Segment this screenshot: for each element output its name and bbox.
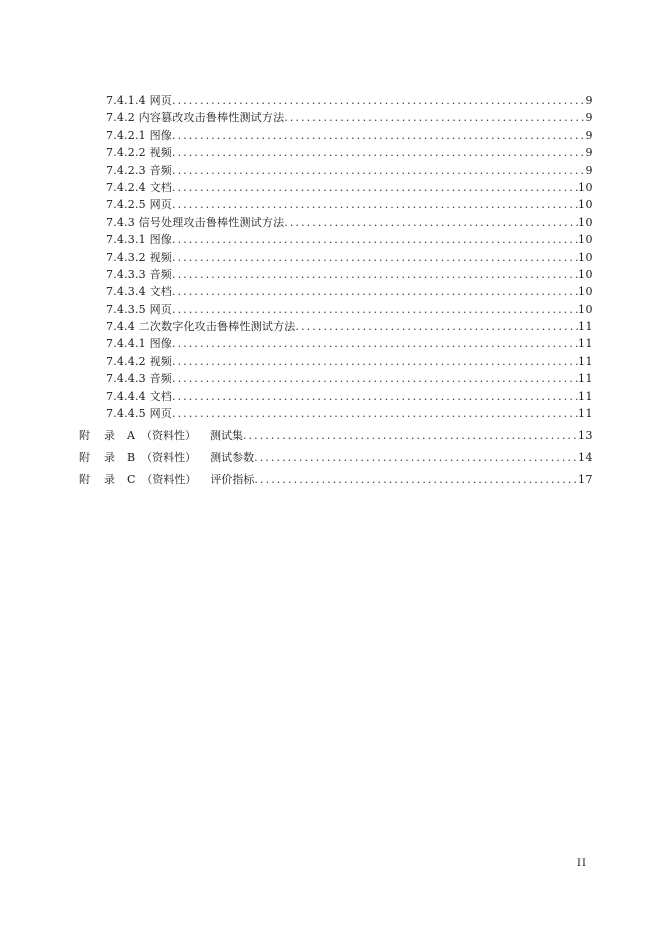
toc-entry-label: 7.4.1.4 网页	[106, 94, 172, 107]
toc-entry[interactable]	[106, 109, 593, 126]
toc-entry[interactable]	[106, 370, 593, 387]
appendix-fu: 附	[79, 451, 90, 465]
appendix-title: 测试集	[209, 429, 243, 443]
toc-entry[interactable]	[106, 405, 593, 422]
page-number: II	[577, 858, 587, 869]
toc-leader-dots	[172, 231, 578, 248]
toc-leader-dots	[172, 388, 578, 405]
toc-entry-page: 9	[585, 163, 593, 177]
appendix-fu: 附	[79, 473, 90, 487]
toc-entry-label: 7.4.4 二次数字化攻击鲁棒性测试方法	[106, 320, 296, 334]
appendix-type: （资料性）	[141, 473, 197, 487]
toc-leader-dots	[172, 266, 578, 283]
toc-entry-page: 11	[578, 354, 593, 368]
toc-entry[interactable]	[106, 301, 593, 318]
toc-entry-page: 17	[578, 473, 593, 487]
toc-entry-page: 10	[578, 198, 593, 212]
toc-entry-label: 7.4.3.5 网页	[106, 302, 172, 316]
toc-entry-page: 10	[578, 285, 593, 299]
toc-entry-label: 7.4.4.1 图像	[106, 337, 172, 351]
toc-entry-label: 7.4.4.3 音频	[106, 372, 172, 386]
toc-entry-page: 11	[578, 389, 593, 403]
toc-entry-label: 7.4.3.4 文档	[106, 285, 172, 299]
toc-entry-label: 7.4.2.1 图像	[106, 128, 172, 142]
toc-entry-label: 7.4.3.3 音频	[106, 267, 172, 281]
toc-entry[interactable]	[106, 353, 593, 370]
toc-leader-dots	[172, 283, 578, 300]
toc-appendix-entry[interactable]	[79, 447, 593, 469]
toc-entry[interactable]	[106, 162, 593, 179]
toc-entry[interactable]	[106, 144, 593, 161]
toc-leader-dots	[172, 249, 578, 266]
toc-entry[interactable]	[106, 266, 593, 283]
toc-entry[interactable]	[106, 231, 593, 248]
toc-entry-page: 9	[585, 146, 593, 160]
toc-entry-page: 10	[578, 215, 593, 229]
toc-entry[interactable]	[106, 335, 593, 352]
toc-entry-label: 7.4.3 信号处理攻击鲁棒性测试方法	[106, 215, 285, 229]
appendix-prefix	[79, 425, 243, 447]
toc-leader-dots	[172, 301, 578, 318]
toc-leader-dots	[172, 162, 586, 179]
toc-entry-page: 9	[585, 128, 593, 142]
toc-entry-label: 7.4.2.2 视频	[106, 146, 172, 160]
appendix-title: 测试参数	[210, 451, 255, 465]
toc-entry-page: 11	[578, 372, 593, 386]
toc-leader-dots	[172, 370, 578, 387]
toc-leader-dots	[172, 127, 586, 144]
toc-leader-dots	[172, 196, 578, 213]
toc-entry-page: 10	[578, 267, 593, 281]
toc-entry[interactable]	[106, 249, 593, 266]
toc-entry-page: 10	[578, 233, 593, 247]
toc-leader-dots	[284, 109, 585, 126]
appendix-fu: 附	[79, 429, 90, 443]
toc-entry-label: 7.4.2 内容篡改攻击鲁棒性测试方法	[106, 111, 285, 125]
toc-entry-page: 9	[585, 94, 593, 107]
toc-leader-dots	[172, 179, 578, 196]
toc-entry[interactable]	[106, 92, 593, 109]
toc-entry[interactable]	[106, 388, 593, 405]
toc-leader-dots	[172, 405, 578, 422]
toc-entry-page: 10	[578, 250, 593, 264]
toc-leader-dots	[254, 447, 578, 469]
toc-leader-dots	[172, 335, 578, 352]
toc-entry[interactable]	[106, 179, 593, 196]
toc-entry[interactable]	[106, 214, 593, 231]
toc-leader-dots	[172, 92, 586, 109]
appendix-type: （资料性）	[140, 429, 196, 443]
toc-entry[interactable]	[106, 318, 593, 335]
toc-appendix-entry[interactable]	[79, 425, 593, 447]
toc-leader-dots	[254, 469, 578, 491]
toc-leader-dots	[295, 318, 578, 335]
appendix-lu: 录	[104, 429, 115, 443]
appendix-letter: B	[127, 451, 136, 465]
toc-entry-page: 11	[578, 337, 593, 351]
appendix-prefix	[79, 469, 254, 491]
toc-entry-page: 13	[578, 429, 593, 443]
toc-entry-page: 11	[578, 407, 593, 421]
toc-appendix-entry[interactable]	[79, 469, 593, 491]
appendix-letter: A	[127, 429, 135, 443]
appendix-lu: 录	[104, 473, 115, 487]
toc-entry-label: 7.4.2.5 网页	[106, 198, 172, 212]
toc-entry-page: 9	[585, 111, 593, 125]
toc-entry-label: 7.4.2.3 音频	[106, 163, 172, 177]
toc-leader-dots	[172, 144, 586, 161]
toc-leader-dots	[172, 353, 578, 370]
toc-entry-page: 10	[578, 180, 593, 194]
toc-entry-label: 7.4.3.2 视频	[106, 250, 172, 264]
appendix-title: 评价指标	[210, 473, 255, 487]
toc-entry-page: 10	[578, 302, 593, 316]
table-of-contents	[0, 92, 662, 491]
toc-entry-label: 7.4.3.1 图像	[106, 233, 172, 247]
appendix-type: （资料性）	[141, 451, 197, 465]
appendix-letter: C	[127, 473, 136, 487]
toc-entry-label: 7.4.4.5 网页	[106, 407, 172, 421]
toc-entry[interactable]	[106, 283, 593, 300]
toc-leader-dots	[243, 425, 578, 447]
toc-entry-label: 7.4.4.4 文档	[106, 389, 172, 403]
toc-entry[interactable]	[106, 196, 593, 213]
toc-entry-page: 11	[578, 320, 593, 334]
toc-entry[interactable]	[106, 127, 593, 144]
toc-entry-label: 7.4.2.4 文档	[106, 180, 172, 194]
toc-entry-label: 7.4.4.2 视频	[106, 354, 172, 368]
toc-entry-page: 14	[578, 451, 593, 465]
toc-leader-dots	[284, 214, 578, 231]
appendix-lu: 录	[104, 451, 115, 465]
appendix-prefix	[79, 447, 254, 469]
